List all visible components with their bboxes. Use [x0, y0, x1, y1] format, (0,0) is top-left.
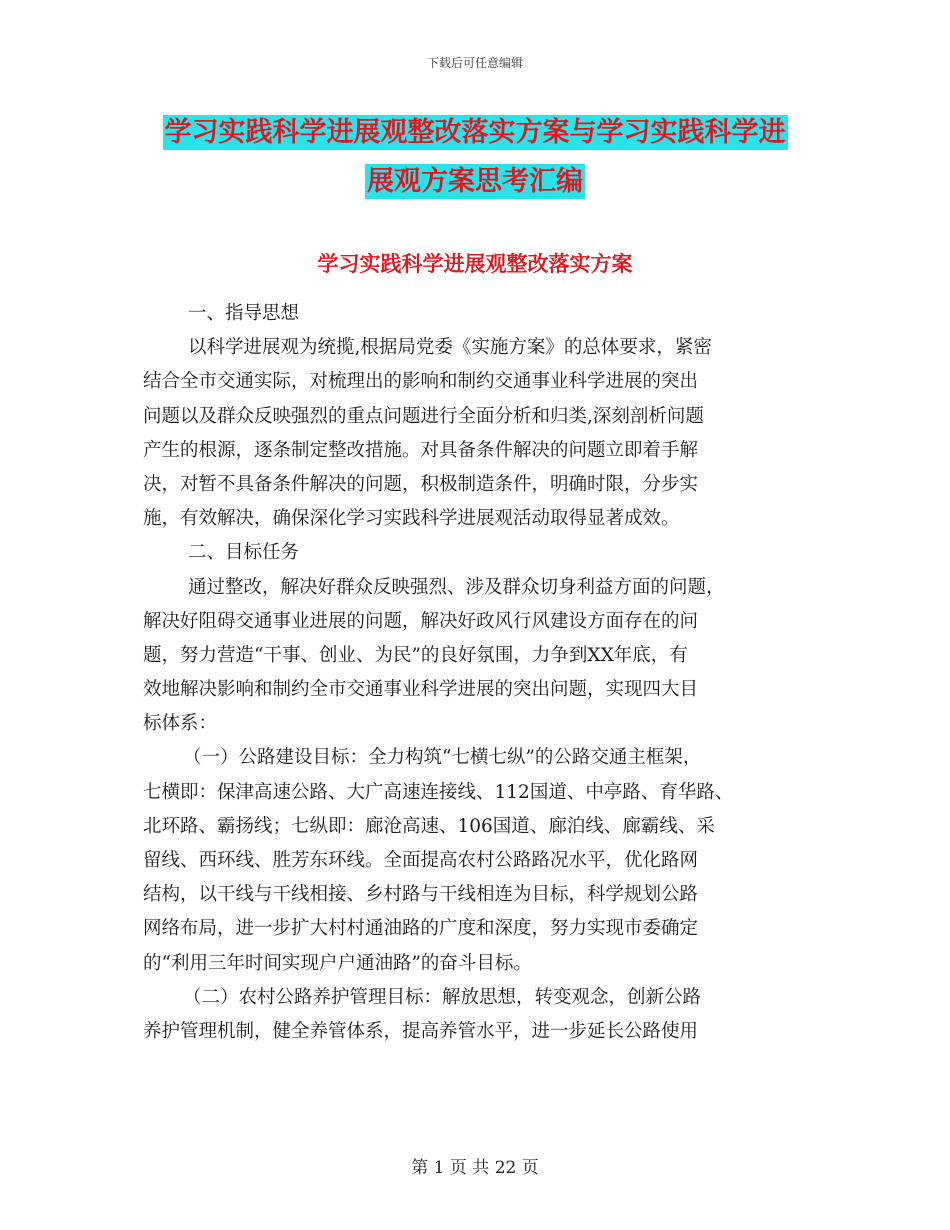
text-line: 决，对暂不具备条件解决的问题，积极制造条件，明确时限，分步实	[143, 473, 699, 495]
text-line: 北环路、霸扬线；七纵即：廊沧高速、106国道、廊泊线、廊霸线、采	[143, 815, 715, 837]
header-note: 下载后可任意编辑	[426, 56, 523, 70]
text-line: 解决好阻碍交通事业进展的问题，解决好政风行风建设方面存在的问	[143, 610, 699, 632]
text-line: 标体系：	[143, 713, 218, 735]
text-line: 的“利用三年时间实现户户通油路”的奋斗目标。	[143, 952, 532, 974]
text-line: 效地解决影响和制约全市交通事业科学进展的突出问题，实现四大目	[143, 679, 699, 701]
text-line: 通过整改，解决好群众反映强烈、涉及群众切身利益方面的问题，	[188, 576, 725, 598]
text-line: 七横即：保津高速公路、大广高速连接线、112国道、中亭路、育华路、	[143, 781, 734, 803]
text-line: 问题以及群众反映强烈的重点问题进行全面分析和归类,深刻剖析问题	[143, 405, 704, 427]
text-line: 以科学进展观为统揽,根据局党委《实施方案》的总体要求，紧密	[188, 337, 712, 359]
heading-goals: 二、目标任务	[188, 542, 300, 564]
text-line: （二）农村公路养护管理目标：解放思想，转变观念，创新公路	[183, 986, 702, 1008]
heading-guiding-thought: 一、指导思想	[188, 303, 300, 324]
text-line: 结构，以干线与干线相接、乡村路与干线相连为目标，科学规划公路	[143, 884, 699, 906]
text-line: 网络布局，进一步扩大村村通油路的广度和深度，努力实现市委确定	[143, 918, 699, 940]
title-line-1: 学习实践科学进展观整改落实方案与学习实践科学进	[164, 117, 786, 148]
text-line: （一）公路建设目标：全力构筑“七横七纵”的公路交通主框架，	[183, 747, 702, 769]
body-text	[143, 297, 811, 1049]
text-line: 结合全市交通实际，对梳理出的影响和制约交通事业科学进展的突出	[143, 371, 699, 393]
document-title	[150, 108, 800, 206]
text-line: 留线、西环线、胜芳东环线。全面提高农村公路路况水平，优化路网	[143, 850, 699, 871]
text-line: 施，有效解决，确保深化学习实践科学进展观活动取得显著成效。	[143, 508, 680, 530]
page-footer: 第 1 页 共 22 页	[411, 1158, 539, 1178]
title-line-2: 展观方案思考汇编	[367, 166, 583, 197]
text-line: 题，努力营造“干事、创业、为民”的良好氛围，力争到XX年底，有	[143, 644, 688, 666]
section-title: 学习实践科学进展观整改落实方案	[317, 252, 633, 276]
text-line: 产生的根源，逐条制定整改措施。对具备条件解决的问题立即着手解	[143, 439, 699, 461]
text-line: 养护管理机制，健全养管体系，提高养管水平，进一步延长公路使用	[143, 1020, 699, 1042]
